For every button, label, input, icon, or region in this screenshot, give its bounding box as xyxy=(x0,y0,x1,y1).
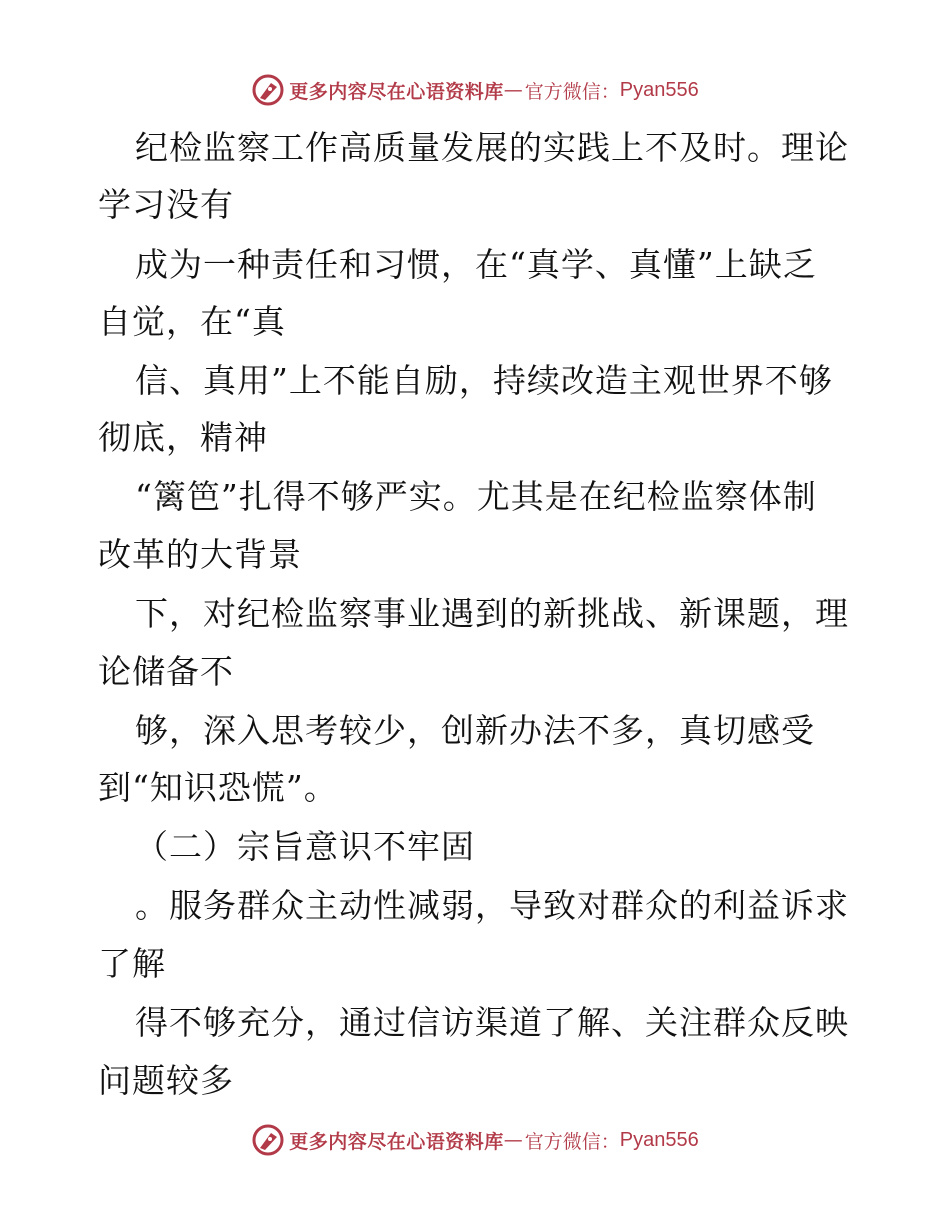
body-line: 到“知识恐慌”。 xyxy=(98,768,338,807)
watermark-wechat-id: Pyan556 xyxy=(619,1128,699,1151)
watermark-separator: — xyxy=(503,79,523,101)
body-line: 彻底，精神 xyxy=(98,418,268,457)
watermark-wechat-label: 官方微信： xyxy=(524,80,620,103)
body-line: 问题较多 xyxy=(98,1061,234,1100)
body-line: 了解 xyxy=(98,944,166,983)
body-line: 自觉，在“真 xyxy=(98,302,286,341)
body-line: 改革的大背景 xyxy=(98,535,302,574)
body-line: 信、真用”上不能自励，持续改造主观世界不够 xyxy=(135,361,833,400)
body-line: 。服务群众主动性减弱，导致对群众的利益诉求 xyxy=(135,886,849,925)
watermark-site-text: 更多内容尽在心语资料库 xyxy=(289,1130,504,1153)
footer-watermark xyxy=(0,1120,950,1160)
pen-nib-circle-icon xyxy=(251,1123,285,1157)
body-line: “篱笆”扎得不够严实。尤其是在纪检监察体制 xyxy=(135,477,817,516)
body-line: 得不够充分，通过信访渠道了解、关注群众反映 xyxy=(135,1003,849,1042)
watermark-separator: — xyxy=(503,1129,523,1151)
body-line: 成为一种责任和习惯，在“真学、真懂”上缺乏 xyxy=(135,245,817,284)
watermark-wechat-id: Pyan556 xyxy=(619,78,699,101)
body-line: 下，对纪检监察事业遇到的新挑战、新课题，理 xyxy=(135,594,849,633)
watermark-site-text: 更多内容尽在心语资料库 xyxy=(289,80,504,103)
body-line: 纪检监察工作高质量发展的实践上不及时。理论 xyxy=(135,128,849,167)
body-line: 够，深入思考较少，创新办法不多，真切感受 xyxy=(135,711,815,750)
watermark-wechat-label: 官方微信： xyxy=(524,1130,620,1153)
section-heading: （二）宗旨意识不牢固 xyxy=(135,827,475,866)
body-line: 论储备不 xyxy=(98,652,234,691)
body-line: 学习没有 xyxy=(98,185,234,224)
